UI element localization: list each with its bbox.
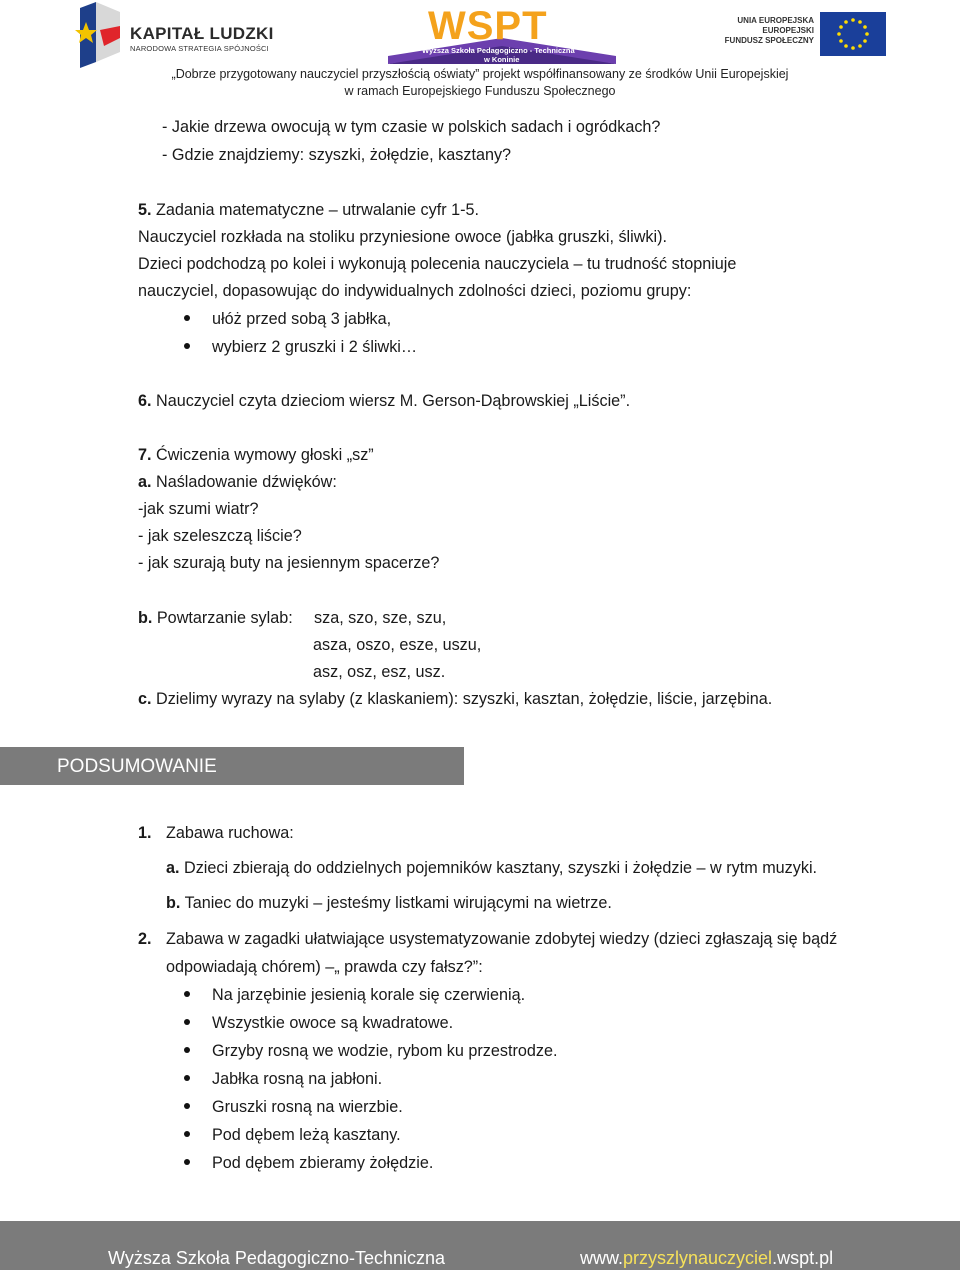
eu-line1: UNIA EUROPEJSKA — [737, 16, 814, 25]
section-5-bullet-1: ułóż przed sobą 3 jabłka, — [212, 310, 392, 328]
bullet-icon — [184, 1047, 190, 1053]
section-5-paragraph-2: Dzieci podchodzą po kolei i wykonują polecenia nauczyciela – tu trudność stopniuje — [138, 255, 737, 273]
bullet-icon — [184, 1019, 190, 1025]
section-7a-text: Naśladowanie dźwięków: — [151, 473, 337, 491]
section-7b-title — [138, 608, 293, 628]
section-7-number: 7. — [138, 446, 152, 464]
eu-line2: EUROPEJSKI — [762, 26, 814, 35]
summary-bullet-2: Wszystkie owoce są kwadratowe. — [212, 1014, 454, 1032]
bullet-icon — [184, 1131, 190, 1137]
project-line-1: „Dobrze przygotowany nauczyciel przyszłością oświaty” projekt współfinansowany ze środków Unii Europejskiej — [171, 67, 789, 81]
eu-logo — [690, 12, 886, 56]
summary-bullet-6: Pod dębem leżą kasztany. — [212, 1126, 401, 1144]
section-7a-line-3: - jak szurają buty na jesiennym spacerze? — [138, 554, 440, 572]
summary-heading: PODSUMOWANIE — [57, 756, 217, 777]
syllables-line-3: asz, osz, esz, usz. — [313, 663, 446, 681]
summary-item-1-text: Zabawa ruchowa: — [166, 824, 294, 842]
footer — [0, 1221, 960, 1270]
summary-bullet-7: Pod dębem zbieramy żołędzie. — [212, 1154, 434, 1172]
summary-heading-bar — [0, 747, 464, 785]
summary-bullet-3: Grzyby rosną we wodzie, rybom ku przestrodze. — [212, 1042, 558, 1060]
summary-bullet-5: Gruszki rosną na wierzbie. — [212, 1098, 403, 1116]
section-7-title — [138, 445, 374, 465]
section-5-title — [138, 200, 479, 220]
bullet-icon — [184, 991, 190, 997]
section-7a-title — [138, 472, 337, 492]
section-5-number: 5. — [138, 201, 152, 219]
kapital-ludzki-logo — [74, 2, 304, 68]
summary-item-2-line-2: odpowiadają chórem) –„ prawda czy fałsz?”: — [166, 958, 483, 976]
question-2: - Gdzie znajdziemy: szyszki, żołędzie, kasztany? — [162, 146, 512, 164]
summary-item-2-line-1: Zabawa w zagadki ułatwiające usystematyzowanie zdobytej wiedzy (dzieci zgłaszają się bądź — [166, 930, 838, 948]
syllables-line-1: sza, szo, sze, szu, — [314, 609, 447, 627]
syllables-line-2: asza, oszo, esze, uszu, — [313, 636, 482, 654]
section-6-text: Nauczyciel czyta dzieciom wiersz M. Gerson-Dąbrowskiej „Liście”. — [151, 392, 631, 410]
bullet-icon — [184, 315, 190, 321]
bullet-icon — [184, 1103, 190, 1109]
summary-item-1b-text: Taniec do muzyki – jesteśmy listkami wirującymi na wietrze. — [180, 894, 612, 912]
summary-item-1a-letter: a. — [166, 859, 180, 877]
section-7b-letter: b. — [138, 609, 153, 627]
section-6 — [138, 391, 630, 411]
summary-item-1-number: 1. — [138, 824, 152, 842]
section-7a-line-2: - jak szeleszczą liście? — [138, 527, 302, 545]
summary-item-1b — [166, 893, 612, 913]
bullet-icon — [184, 343, 190, 349]
eu-text — [690, 16, 814, 46]
footer-link-highlight: przyszlynauczyciel — [623, 1248, 773, 1268]
kapital-ludzki-emblem-icon — [74, 2, 124, 68]
project-line-2: w ramach Europejskiego Funduszu Społecznego — [344, 84, 616, 98]
section-7c-letter: c. — [138, 690, 152, 708]
wspt-subtitle-line2: w Koninie — [484, 55, 520, 64]
section-5-paragraph-1: Nauczyciel rozkłada na stoliku przyniesione owoce (jabłka gruszki, śliwki). — [138, 228, 668, 246]
question-1: - Jakie drzewa owocują w tym czasie w polskich sadach i ogródkach? — [162, 118, 661, 136]
section-7b-text: Powtarzanie sylab: — [152, 609, 293, 627]
footer-website-link[interactable] — [580, 1248, 833, 1269]
eu-flag-icon — [820, 12, 886, 56]
bullet-icon — [184, 1075, 190, 1081]
section-5-bullet-2: wybierz 2 gruszki i 2 śliwki… — [212, 338, 418, 356]
summary-item-1a — [166, 858, 817, 878]
section-5-title-text: Zadania matematyczne – utrwalanie cyfr 1-5. — [151, 201, 480, 219]
footer-link-prefix: www. — [580, 1248, 624, 1268]
summary-item-1b-letter: b. — [166, 894, 181, 912]
eu-line3: FUNDUSZ SPOŁECZNY — [724, 36, 814, 45]
footer-institution: Wyższa Szkoła Pedagogiczno-Techniczna — [108, 1248, 446, 1268]
summary-bullet-4: Jabłka rosną na jabłoni. — [212, 1070, 383, 1088]
summary-item-1a-text: Dzieci zbierają do oddzielnych pojemników kasztany, szyszki i żołędzie – w rytm muzyki. — [179, 859, 818, 877]
section-6-number: 6. — [138, 392, 152, 410]
kapital-ludzki-title: KAPITAŁ LUDZKI — [130, 24, 274, 43]
section-5-paragraph-3: nauczyciel, dopasowując do indywidualnych zdolności dzieci, poziomu grupy: — [138, 282, 692, 300]
section-7c-text: Dzielimy wyrazy na sylaby (z klaskaniem): szyszki, kasztan, żołędzie, liście, jarzębina. — [151, 690, 773, 708]
bullet-icon — [184, 1159, 190, 1165]
header — [0, 0, 960, 100]
section-7a-letter: a. — [138, 473, 152, 491]
wspt-logo — [388, 4, 616, 64]
wspt-title: WSPT — [428, 4, 548, 48]
section-7a-line-1: -jak szumi wiatr? — [138, 500, 259, 518]
summary-item-2-number: 2. — [138, 930, 152, 948]
footer-link-suffix: .wspt.pl — [772, 1248, 834, 1268]
summary-bullet-1: Na jarzębinie jesienią korale się czerwienią. — [212, 986, 526, 1004]
section-7-title-text: Ćwiczenia wymowy głoski „sz” — [151, 446, 374, 464]
kapital-ludzki-subtitle: NARODOWA STRATEGIA SPÓJNOŚCI — [130, 44, 269, 53]
section-7c — [138, 689, 772, 709]
wspt-subtitle-line1: Wyższa Szkoła Pedagogiczno - Techniczna — [422, 46, 575, 55]
